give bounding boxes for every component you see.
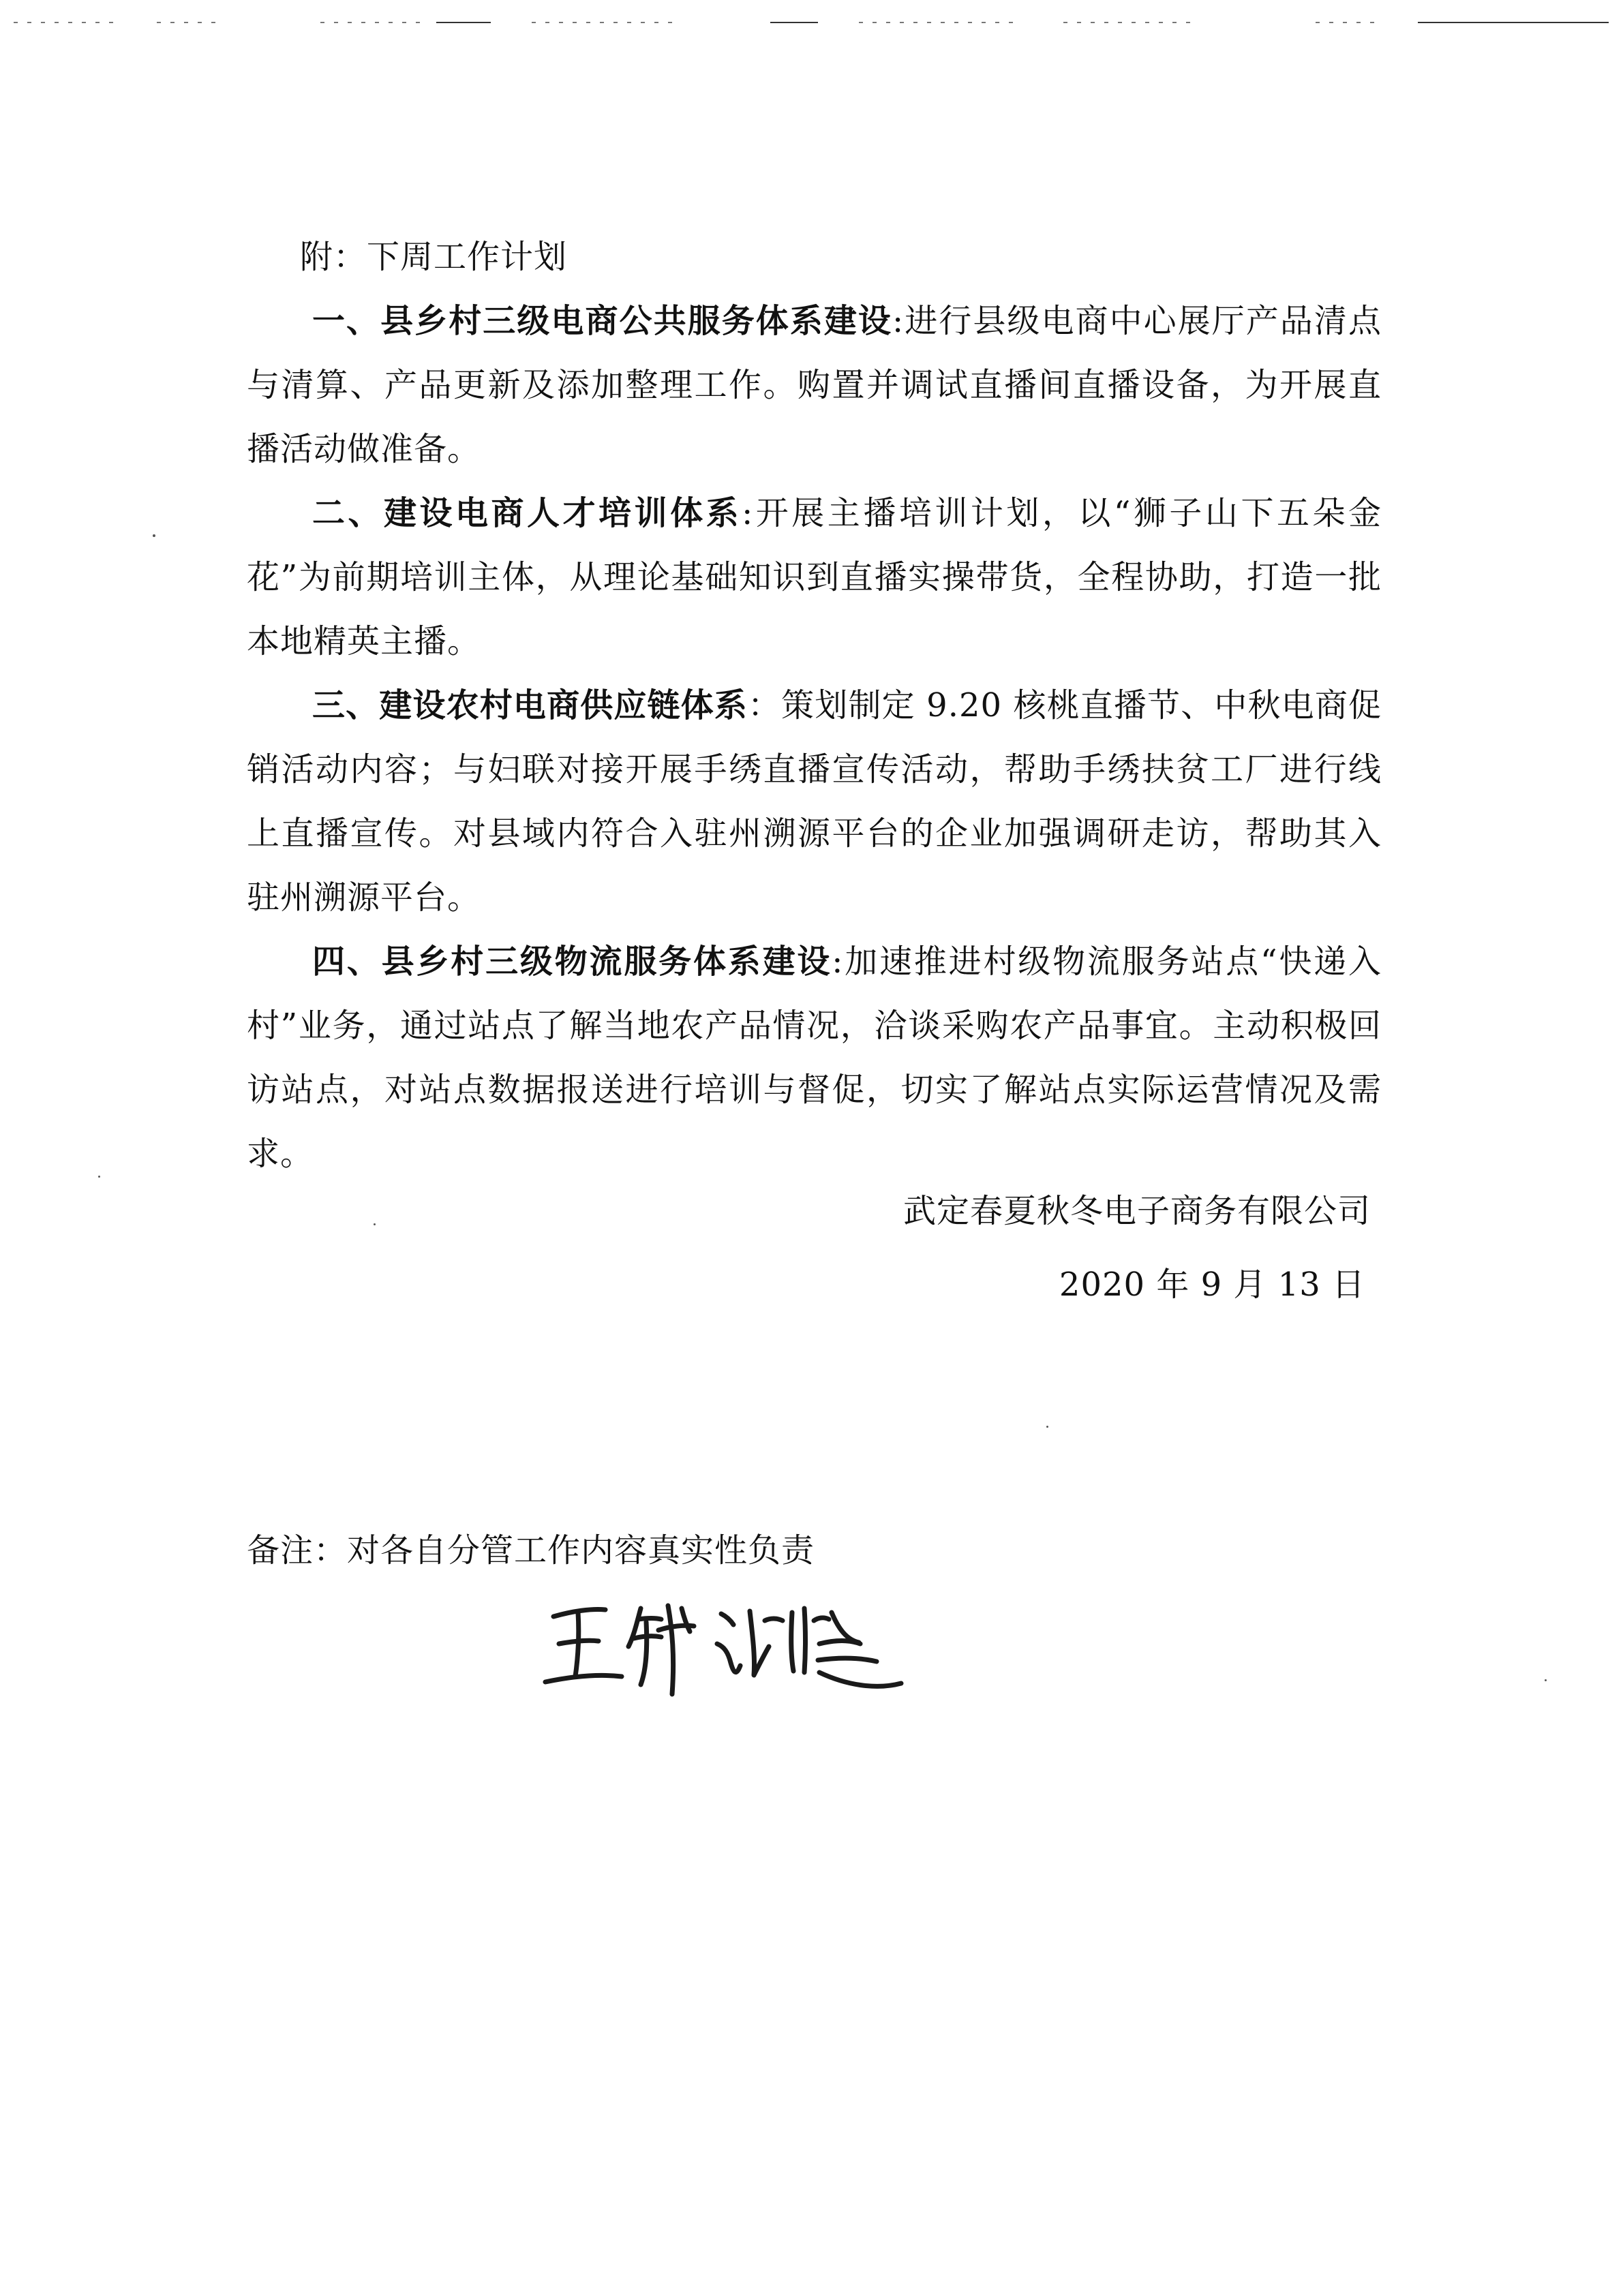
scan-speck <box>153 534 155 537</box>
plan-item-3 <box>247 673 1382 930</box>
plan-item-3-heading: 三、建设农村电商供应链体系 <box>312 686 748 724</box>
plan-item-2 <box>247 481 1382 673</box>
plan-item-1-text: :进行县级电商中心展厅产品清点与清算、产品更新及添加整理工作。购置并调试直播间直播设备，为开展直播活动做准备。 <box>247 302 1382 468</box>
plan-item-1 <box>247 289 1382 481</box>
plan-item-2-heading: 二、建设电商人才培训体系 <box>312 494 742 532</box>
scan-speck <box>98 1176 100 1178</box>
plan-item-4-text: :加速推进村级物流服务站点“快递入村”业务，通过站点了解当地农产品情况，洽谈采购农产品事宜。主动积极回访站点，对站点数据报送进行培训与督促，切实了解站点实际运营情况及需求。 <box>247 943 1382 1173</box>
plan-item-2-text: :开展主播培训计划，以“狮子山下五朵金花”为前期培训主体，从理论基础知识到直播实操带货，全程协助，打造一批本地精英主播。 <box>247 494 1382 660</box>
plan-item-4-heading: 四、县乡村三级物流服务体系建设 <box>312 943 832 981</box>
document-body <box>247 225 1382 1186</box>
scan-speck <box>1046 1426 1048 1428</box>
scan-speck <box>1545 1679 1547 1681</box>
attachment-title: 附：下周工作计划 <box>300 238 568 276</box>
company-name: 武定春夏秋冬电子商务有限公司 <box>902 1192 1371 1230</box>
plan-item-1-heading: 一、县乡村三级电商公共服务体系建设 <box>312 302 892 340</box>
plan-item-3-text: ：策划制定 9.20 核桃直播节、中秋电商促销活动内容；与妇联对接开展手绣直播宣传活动，帮助手绣扶贫工厂进行线上直播宣传。对县域内符合入驻州溯源平台的企业加强调研走访，帮助其入驻州溯源平台。 <box>247 686 1382 917</box>
plan-item-4 <box>247 930 1382 1186</box>
document-date: 2020 年 9 月 13 日 <box>1059 1266 1365 1304</box>
handwritten-signature <box>539 1581 907 1704</box>
remark-note: 备注：对各自分管工作内容真实性负责 <box>247 1531 815 1570</box>
scan-edge-artifact <box>0 18 1623 27</box>
scan-speck <box>374 1223 376 1225</box>
